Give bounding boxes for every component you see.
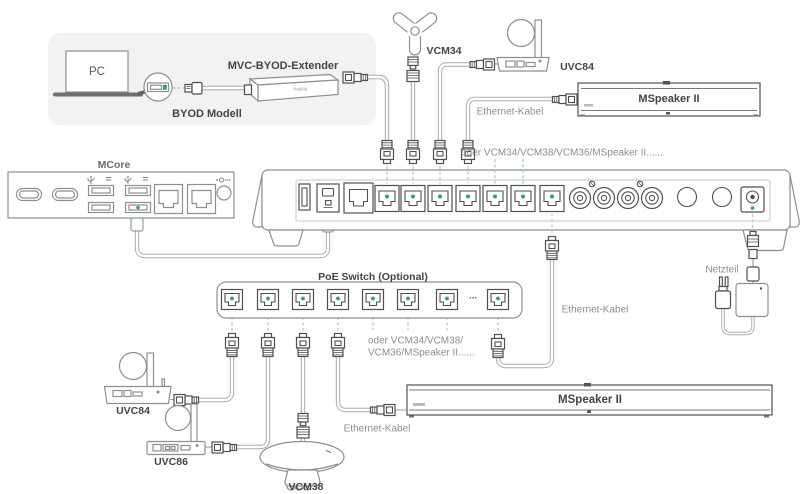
pc-label: PC	[89, 65, 105, 78]
poe-switch-port	[328, 290, 349, 310]
rj45-plug	[262, 334, 275, 357]
oder-top-label: oder VCM34/VCM38/VCM36/MSpeaker II......	[461, 147, 663, 159]
rca-jack	[570, 188, 591, 209]
mcore-panel	[8, 172, 234, 218]
cable-joint	[553, 94, 578, 105]
rj45-plug	[434, 141, 447, 164]
uvc84-bottom-label: UVC84	[116, 405, 150, 417]
usb-a-port	[299, 184, 310, 210]
cable-joint	[371, 405, 396, 416]
hdmi-port	[17, 189, 42, 201]
poe-switch-label: PoE Switch (Optional)	[318, 271, 428, 283]
brand-label: Yealink	[292, 86, 308, 92]
poe-switch-port	[258, 290, 279, 310]
poe-port	[428, 186, 452, 212]
hdmi-port	[53, 189, 78, 201]
ethernet-port	[155, 185, 183, 214]
poe-switch-port	[437, 290, 458, 310]
rj45-plug	[492, 335, 505, 358]
poe-port	[456, 186, 480, 212]
poe-switch-port	[398, 290, 419, 310]
ethernet-port	[344, 183, 373, 213]
poe-port	[540, 186, 564, 212]
usb-a-port	[126, 186, 151, 196]
usb-a-port	[89, 186, 114, 196]
netzteil-label: Netzteil	[705, 264, 739, 276]
mcore-label: MCore	[97, 159, 131, 171]
cable-joint	[470, 59, 495, 70]
uvc84-top-device	[497, 20, 549, 72]
poe-port	[401, 186, 425, 212]
adapter-brick	[736, 284, 768, 317]
usb-plug-icon	[185, 83, 202, 95]
usb-a-port	[89, 203, 114, 213]
poe-port	[483, 186, 507, 212]
oder-bottom-label-2: VCM36/MSpeaker II......	[368, 347, 475, 358]
power-jack	[741, 187, 764, 212]
uvc86-label: UVC86	[154, 456, 188, 468]
rca-jack	[594, 188, 615, 209]
cable-joint	[212, 442, 237, 453]
uvc84-top-label: UVC84	[560, 61, 594, 73]
ethernet-bottom-label: Ethernet-Kabel	[343, 423, 411, 435]
ethernet-mid-label: Ethernet-Kabel	[561, 304, 629, 316]
byod-model-label: BYOD Modell	[172, 108, 242, 120]
rj45-plug	[297, 334, 310, 357]
poe-dots-label: ...	[468, 290, 478, 302]
ethernet-port	[188, 185, 216, 214]
poe-switch-port	[222, 290, 243, 310]
main-device	[253, 170, 799, 251]
usb-cable-plug	[131, 218, 143, 231]
usb-b-port	[317, 184, 339, 212]
cable-joint	[297, 414, 309, 439]
mspeaker-bottom-label: MSpeaker II	[558, 394, 622, 406]
poe-switch-port	[488, 290, 509, 310]
mspeaker-top-label: MSpeaker II	[638, 93, 700, 105]
ac-prong	[720, 277, 723, 287]
rj45-plug	[381, 141, 394, 164]
extender-label: MVC-BYOD-Extender	[227, 60, 339, 72]
usb-green-indicator	[163, 85, 167, 90]
device-foot	[269, 230, 303, 246]
rj45-plug	[226, 334, 239, 357]
ac-plug	[716, 291, 731, 309]
ferrite-bead	[747, 267, 759, 281]
ethernet-top-label: Ethernet-Kabel	[476, 106, 544, 118]
oder-bottom-label-1: oder VCM34/VCM38/	[368, 335, 464, 347]
rca-jack	[642, 188, 663, 209]
poe-switch-port	[363, 290, 384, 310]
rj45-plug	[332, 334, 345, 357]
poe-switch-port	[293, 290, 314, 310]
rj45-plug	[546, 237, 559, 260]
vcm34-label: VCM34	[426, 45, 462, 57]
laptop-base	[53, 93, 143, 97]
rca-jack	[618, 188, 639, 209]
magnifier-circle	[144, 73, 172, 101]
uvc86-device	[147, 404, 205, 455]
ac-prong	[725, 277, 728, 287]
rj45-plug	[407, 141, 420, 164]
vcm38-label: VCM38	[288, 481, 324, 493]
poe-port	[511, 186, 535, 212]
cable-joint	[407, 57, 419, 82]
uvc84-bottom-device	[105, 353, 172, 404]
poe-port	[375, 186, 399, 212]
